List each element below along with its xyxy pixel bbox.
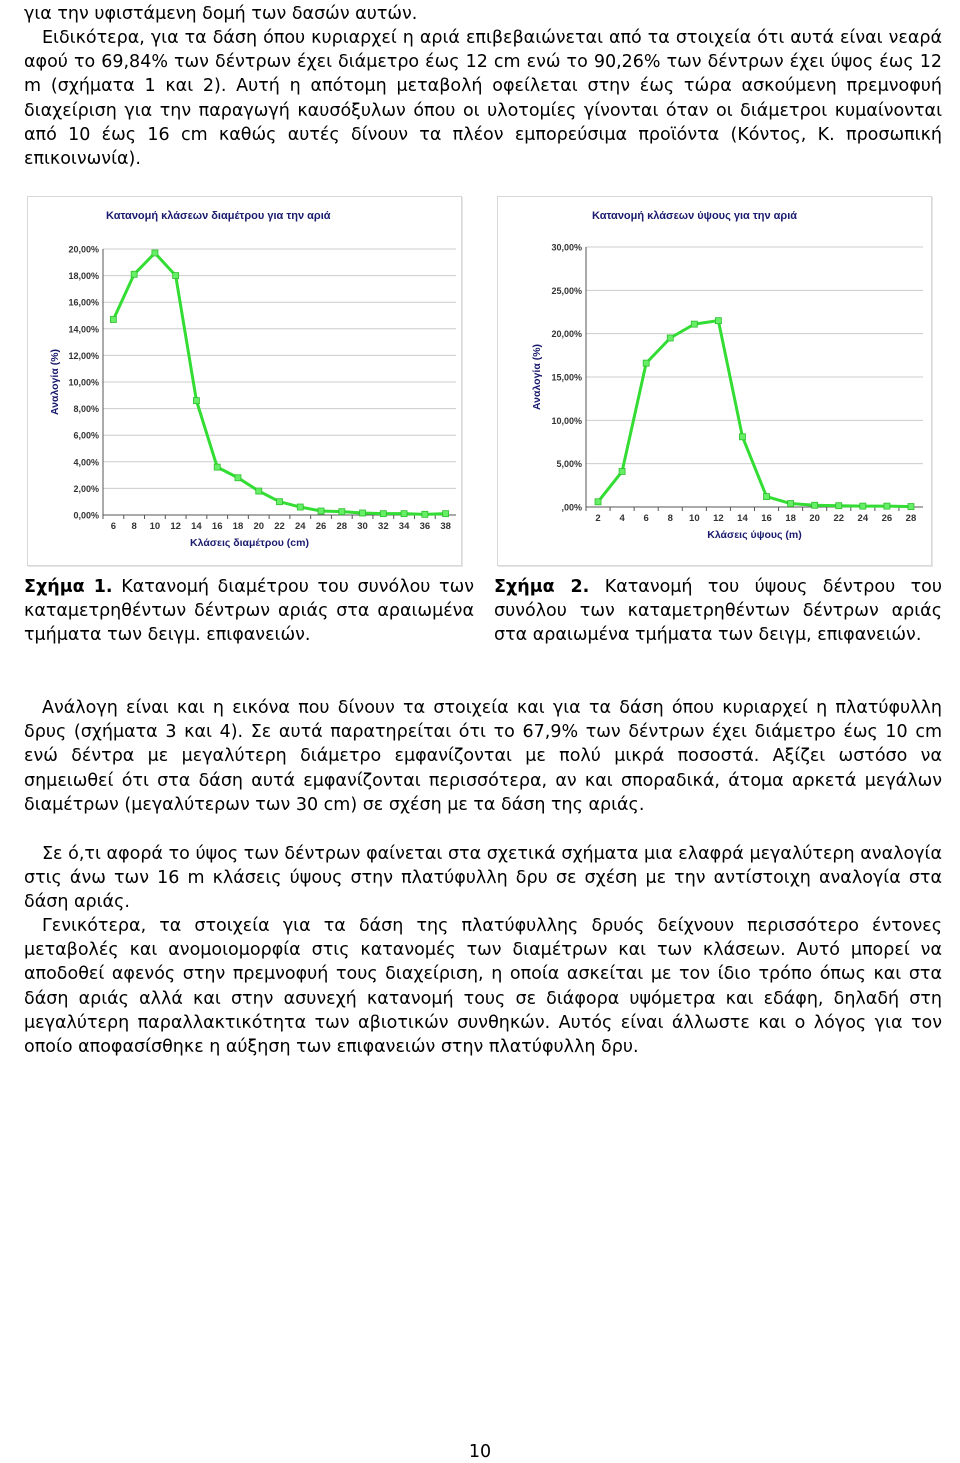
y-tick-label: 25,00% bbox=[551, 285, 582, 296]
x-tick-label: 38 bbox=[440, 521, 451, 532]
data-point bbox=[214, 464, 220, 470]
data-point bbox=[318, 508, 324, 514]
data-point bbox=[812, 502, 818, 508]
data-point bbox=[443, 511, 449, 517]
x-tick-label: 34 bbox=[398, 521, 410, 532]
y-tick-label: 6,00% bbox=[73, 430, 99, 441]
data-point bbox=[131, 271, 137, 277]
data-point bbox=[860, 503, 866, 509]
page-number: 10 bbox=[468, 1442, 492, 1462]
x-tick-label: 22 bbox=[274, 521, 285, 532]
y-tick-label: 10,00% bbox=[68, 377, 99, 388]
data-point bbox=[380, 511, 386, 517]
x-tick-label: 28 bbox=[336, 521, 348, 532]
figure-2-caption bbox=[494, 576, 942, 647]
x-tick-label: 20 bbox=[253, 521, 265, 532]
x-tick-label: 26 bbox=[881, 513, 893, 524]
y-tick-label: 14,00% bbox=[68, 324, 99, 335]
data-point bbox=[256, 488, 262, 494]
x-tick-label: 8 bbox=[667, 513, 673, 524]
x-tick-label: 6 bbox=[110, 521, 117, 532]
data-point bbox=[908, 504, 914, 510]
data-point bbox=[360, 510, 366, 516]
y-axis-label: Αναλογία (%) bbox=[531, 343, 543, 411]
data-point bbox=[277, 499, 283, 505]
data-point bbox=[715, 318, 721, 324]
y-tick-label: ,00% bbox=[561, 502, 582, 513]
figure-1-chart bbox=[27, 196, 462, 566]
data-point bbox=[739, 434, 745, 440]
data-point bbox=[152, 250, 158, 256]
figure-1-label: Σχήμα 1. bbox=[24, 577, 113, 597]
x-tick-label: 8 bbox=[131, 521, 137, 532]
y-axis-label: Αναλογία (%) bbox=[49, 348, 61, 416]
data-point bbox=[422, 511, 428, 517]
x-tick-label: 18 bbox=[232, 521, 244, 532]
x-tick-label: 2 bbox=[595, 513, 601, 524]
y-tick-label: 8,00% bbox=[73, 404, 99, 415]
y-tick-label: 4,00% bbox=[73, 457, 99, 468]
y-tick-label: 20,00% bbox=[551, 329, 582, 340]
y-tick-label: 20,00% bbox=[68, 244, 99, 255]
data-point bbox=[836, 503, 842, 509]
x-tick-label: 16 bbox=[761, 513, 772, 524]
x-tick-label: 20 bbox=[809, 513, 820, 524]
data-point bbox=[235, 475, 241, 481]
y-tick-label: 5,00% bbox=[556, 459, 582, 470]
data-point bbox=[619, 468, 625, 474]
data-point bbox=[173, 273, 179, 279]
data-point bbox=[764, 494, 770, 500]
x-tick-label: 4 bbox=[619, 513, 625, 524]
data-point bbox=[193, 398, 199, 404]
x-axis-label: Κλάσεις ύψους (m) bbox=[707, 529, 802, 541]
data-point bbox=[110, 316, 116, 322]
y-tick-label: 12,00% bbox=[68, 350, 99, 361]
x-tick-label: 28 bbox=[905, 513, 917, 524]
x-tick-label: 18 bbox=[785, 513, 796, 524]
x-tick-label: 12 bbox=[713, 513, 724, 524]
y-tick-label: 2,00% bbox=[73, 483, 99, 494]
figure-2-chart bbox=[497, 196, 932, 566]
x-tick-label: 24 bbox=[857, 513, 869, 524]
figure-1-caption-text: Κατανομή διαμέτρου του συνόλου των καταμετρηθέντων δέντρων αριάς στα αραιωμένα τμήματα των δειγμ. επιφανειών. bbox=[24, 577, 474, 645]
chart-title: Κατανομή κλάσεων διαμέτρου για την αριά bbox=[106, 210, 331, 222]
paragraph-oak-diameter: Ανάλογη είναι και η εικόνα που δίνουν τα στοιχεία και για τα δάση όπου κυριαρχεί η πλατύφυλλη δρυς (σχήματα 3 και 4). Σε αυτά παρατηρείται ότι το 67,9% των δέντρων έχει διάμετρο έως 10 cm ενώ δέντρα με μεγαλύτερη διάμετρο εμφανίζονται με πολύ μικρά ποσοστά. Αξίζει ωστόσο να σημειωθεί ότι στα δάση αυτά εμφανίζονται περισσότερα, αν και σποραδικά, άτομα αρκετά μεγάλων διαμέτρων (μεγαλύτερων των 30 cm) σε σχέση με τα δάση της αριάς. bbox=[24, 698, 942, 815]
paragraph-intro-tail: για την υφιστάμενη δομή των δασών αυτών. bbox=[24, 4, 418, 24]
x-tick-label: 24 bbox=[294, 521, 306, 532]
x-tick-label: 14 bbox=[191, 521, 202, 532]
data-point bbox=[401, 511, 407, 517]
y-tick-label: 30,00% bbox=[551, 242, 582, 253]
chart-title: Κατανομή κλάσεων ύψους για την αριά bbox=[592, 210, 798, 222]
y-tick-label: 0,00% bbox=[73, 510, 99, 521]
data-point bbox=[339, 509, 345, 515]
data-point bbox=[691, 321, 697, 327]
x-tick-label: 14 bbox=[737, 513, 748, 524]
x-tick-label: 12 bbox=[170, 521, 181, 532]
data-point bbox=[667, 335, 673, 341]
paragraph-oak-height: Σε ό,τι αφορά το ύψος των δέντρων φαίνεται στα σχετικά σχήματα μια ελαφρά μεγαλύτερη αναλογία στις άνω των 16 m κλάσεις ύψους στην πλατύφυλλη δρυ σε σχέση με την αντίστοιχη αναλογία στα δάση αριάς. bbox=[24, 844, 942, 913]
data-point bbox=[297, 504, 303, 510]
diameter-distribution-chart bbox=[28, 197, 461, 565]
figure-1-caption bbox=[24, 576, 474, 647]
x-tick-label: 10 bbox=[149, 521, 161, 532]
paragraph-oak-general: Γενικότερα, τα στοιχεία για τα δάση της πλατύφυλλης δρυός δείχνουν περισσότερο έντονες μεταβολές και ανομοιομορφία στις κατανομές των διαμέτρων και των κλάσεων. Αυτό μπορεί να αποδοθεί αφενός στην πρεμνοφυή τους διαχείριση, η οποία ασκείται με τον ίδιο τρόπο όπως και στα δάση αριάς αλλά και στην ασυνεχή κατανομή τους σε διάφορα υψόμετρα και εδάφη, δηλαδή στη μεγαλύτερη παραλλακτικότητα των αβιοτικών συνθηκών. Αυτός είναι άλλωστε και ο λόγος για τον οποίο αποφασίσθηκε η αύξηση των επιφανειών στην πλατύφυλλη δρυ. bbox=[24, 916, 942, 1058]
series-line bbox=[113, 253, 445, 514]
height-distribution-chart bbox=[498, 197, 931, 565]
x-tick-label: 16 bbox=[211, 521, 223, 532]
x-tick-label: 32 bbox=[378, 521, 389, 532]
data-point bbox=[884, 503, 890, 509]
y-tick-label: 10,00% bbox=[551, 415, 582, 426]
data-point bbox=[788, 501, 794, 507]
x-tick-label: 10 bbox=[689, 513, 700, 524]
y-tick-label: 16,00% bbox=[68, 297, 99, 308]
data-point bbox=[595, 499, 601, 505]
paragraph-arias-findings: Ειδικότερα, για τα δάση όπου κυριαρχεί η αριά επιβεβαιώνεται από τα στοιχεία ότι αυτά είναι νεαρά αφού το 69,84% των δέντρων έχει διάμετρο έως 12 cm ενώ το 90,26% των δέντρων έχει ύψος έως 12 m (σχήματα 1 και 2). Αυτή η απότομη μεταβολή οφείλεται στην έως τώρα ασκούμενη πρεμνοφυή διαχείριση για την παραγωγή καυσόξυλων όπου οι υλοτομίες γίνονται όταν οι διάμετροι κυμαίνονται από 10 έως 16 cm καθώς αυτές δίνουν τα πλέον εμπορεύσιμα προϊόντα (Κόντος, Κ. προσωπική επικοινωνία). bbox=[24, 28, 942, 170]
x-tick-label: 22 bbox=[833, 513, 845, 524]
x-tick-label: 36 bbox=[419, 521, 431, 532]
x-axis-label: Κλάσεις διαμέτρου (cm) bbox=[190, 537, 309, 549]
data-point bbox=[643, 360, 649, 366]
figure-2-label: Σχήμα 2. bbox=[494, 577, 590, 597]
series-line bbox=[598, 321, 911, 507]
y-tick-label: 18,00% bbox=[68, 271, 99, 282]
x-tick-label: 6 bbox=[643, 513, 649, 524]
x-tick-label: 30 bbox=[357, 521, 368, 532]
figure-2-caption-text: Κατανομή του ύψους δέντρου του συνόλου των καταμετρηθέντων δέντρων αριάς στα αραιωμένα τμήματα των δειγμ, επιφανειών. bbox=[494, 577, 942, 645]
x-tick-label: 26 bbox=[315, 521, 327, 532]
y-tick-label: 15,00% bbox=[551, 372, 582, 383]
